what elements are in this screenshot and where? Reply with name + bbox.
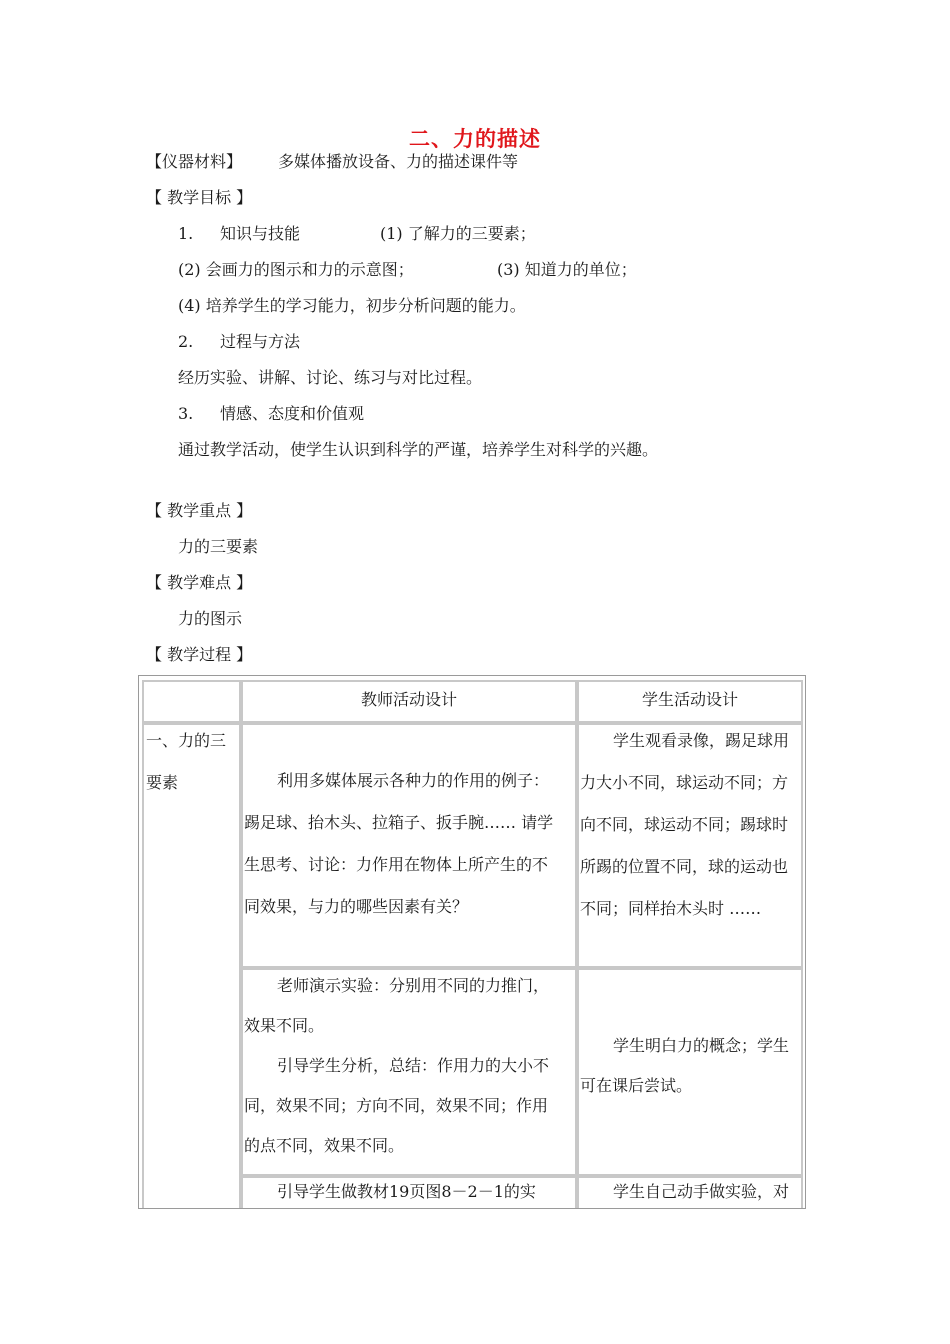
table-row-2-student [577,968,803,1176]
objective-1-label: 知识与技能 [220,224,301,243]
keypoint-text: 力的三要素 [178,537,259,556]
section-label-line: 一、力的三 [146,731,227,750]
text-line: 老师演示实验：分别用不同的力推门， [277,976,550,995]
materials-label: 【仪器材料】 [146,152,243,171]
section-cell [142,723,241,1209]
objective-sub-4: (4) 培养学生的学习能力，初步分析问题的能力。 [178,296,526,315]
page-title: 二、力的描述 [409,126,541,151]
objective-2-label: 过程与方法 [220,332,301,351]
section-label-line: 要素 [146,773,179,792]
text-line: 利用多媒体展示各种力的作用的例子： [277,771,550,790]
table-header-student: 学生活动设计 [641,690,738,709]
objective-2-text: 经历实验、讲解、讨论、练习与对比过程。 [178,368,483,387]
objective-sub-1: (1) 了解力的三要素； [380,224,536,243]
process-heading: 【 教学过程 】 [146,645,253,664]
text-line: 同，效果不同；方向不同，效果不同；作用 [244,1096,549,1115]
text-line: 向不同，球运动不同；踢球时 [580,815,789,834]
text-line: 学生自己动手做实验，对 [613,1182,790,1201]
table-header-teacher: 教师活动设计 [360,690,457,709]
text-line: 效果不同。 [244,1016,325,1035]
text-line: 学生明白力的概念；学生 [613,1036,790,1055]
objective-3-label: 情感、态度和价值观 [220,404,365,423]
text-line: 可在课后尝试。 [580,1076,693,1095]
text-line: 所踢的位置不同，球的运动也 [580,857,789,876]
table-row-2-teacher [241,968,577,1176]
text-line: 的点不同，效果不同。 [244,1136,405,1155]
table-header-blank [142,680,241,723]
objective-1-num: 1. [178,224,194,243]
text-line: 同效果，与力的哪些因素有关？ [244,897,469,916]
text-line: 引导学生分析，总结：作用力的大小不 [277,1056,550,1075]
objectives-heading: 【 教学目标 】 [146,188,253,207]
difficulty-text: 力的图示 [178,609,243,628]
table-header-teacher-cell [241,680,577,723]
text-line: 引导学生做教材19页图8－2－1的实 [277,1182,536,1201]
text-line: 学生观看录像，踢足球用 [613,731,790,750]
lesson-process-table [138,675,806,1209]
table-row-1-teacher [241,723,577,968]
objective-2-num: 2. [178,332,194,351]
objective-3-text: 通过教学活动，使学生认识到科学的严谨，培养学生对科学的兴趣。 [178,440,659,459]
table-header-student-cell [577,680,803,723]
text-line: 力大小不同，球运动不同；方 [580,773,789,792]
table-row-1-student [577,723,803,968]
text-line: 不同；同样抬木头时 …… [580,899,762,918]
materials-value: 多媒体播放设备、力的描述课件等 [278,152,519,171]
keypoint-heading: 【 教学重点 】 [146,501,253,520]
table-row-3-student [577,1176,803,1209]
objective-3-num: 3. [178,404,194,423]
text-line: 生思考、讨论：力作用在物体上所产生的不 [244,855,549,874]
table-row-3-teacher [241,1176,577,1209]
objective-sub-3: (3) 知道力的单位； [497,260,637,279]
text-line: 踢足球、抬木头、拉箱子、扳手腕…… 请学 [244,813,554,832]
difficulty-heading: 【 教学难点 】 [146,573,253,592]
objective-sub-2: (2) 会画力的图示和力的示意图； [178,260,414,279]
